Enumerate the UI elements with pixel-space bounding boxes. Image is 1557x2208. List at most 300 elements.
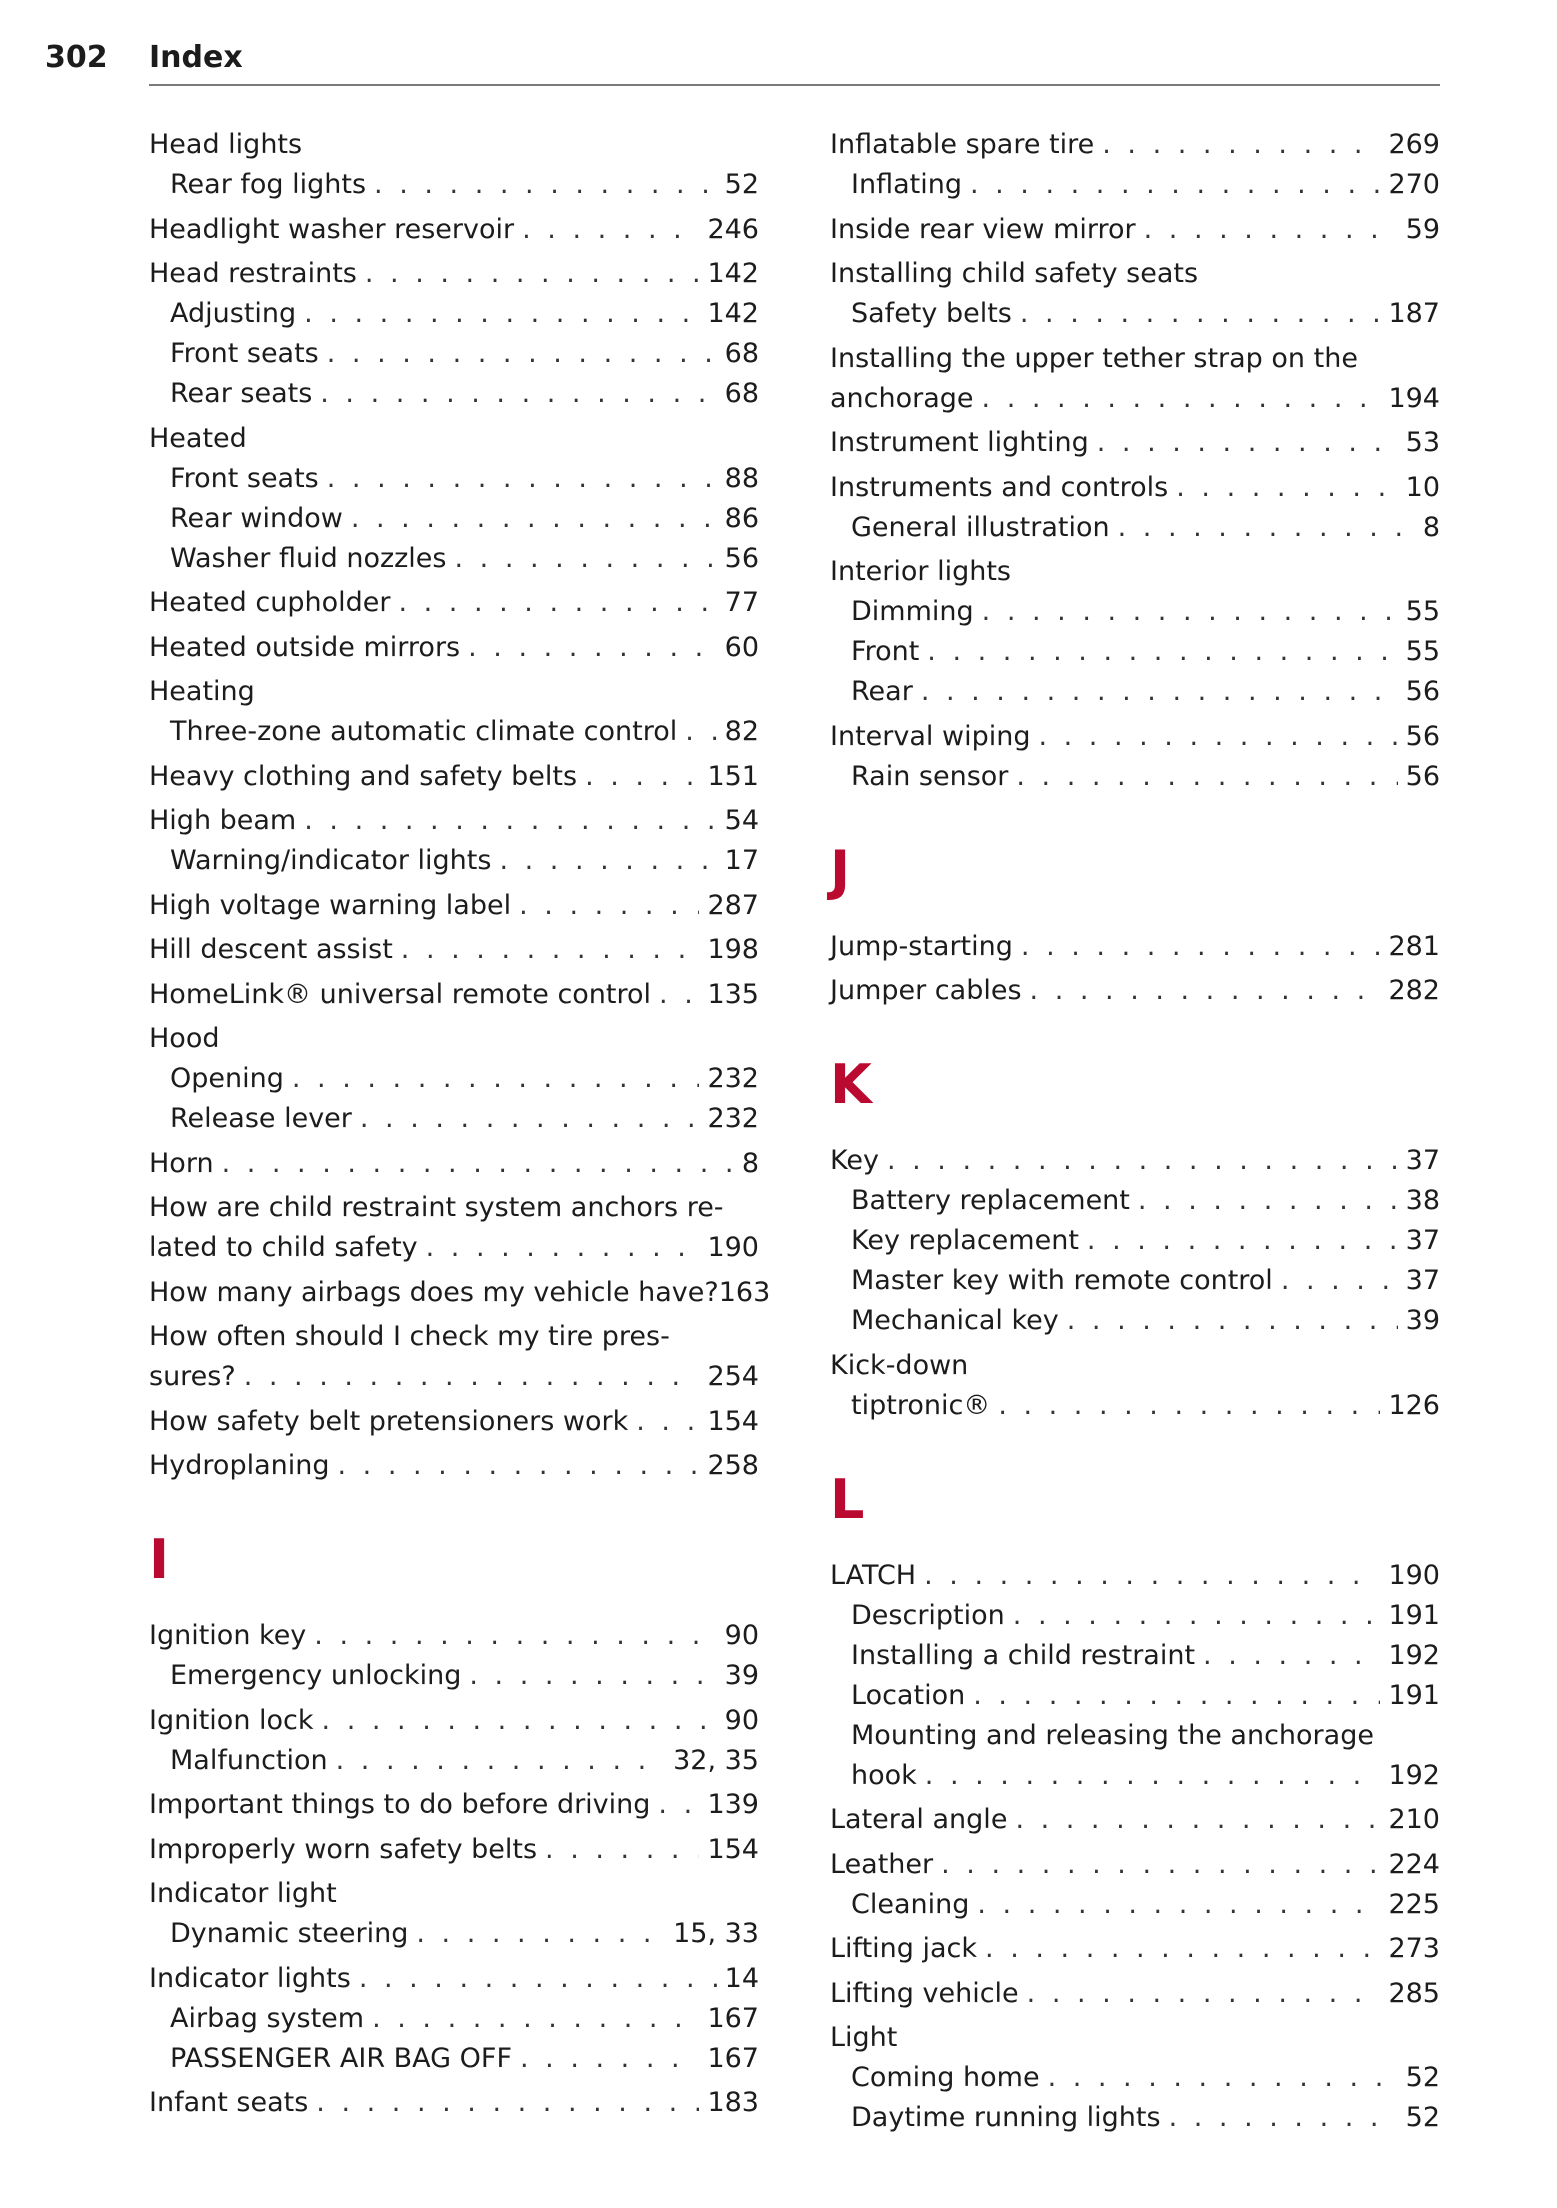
- dot-leader: [545, 1830, 699, 1870]
- index-entry: [149, 930, 759, 970]
- index-term: Indicator lights: [149, 1962, 351, 1994]
- dot-leader: [1020, 294, 1381, 334]
- index-entry: [830, 927, 1440, 967]
- index-page-ref: 90: [724, 1620, 759, 1651]
- index-page-ref: 10: [1405, 471, 1440, 503]
- index-subentry: [830, 508, 1440, 548]
- index-subentry: [149, 841, 759, 881]
- dot-leader: [1021, 927, 1381, 967]
- index-term: Front: [851, 636, 920, 667]
- index-page-ref: 258: [707, 1450, 759, 1481]
- dot-leader: [304, 801, 716, 841]
- index-term: Ignition lock: [149, 1704, 314, 1736]
- index-term: How are child restraint system anchors re-: [149, 1192, 724, 1223]
- index-entry: [149, 757, 759, 797]
- dot-leader: [426, 1228, 700, 1268]
- dot-leader: [522, 210, 699, 250]
- index-page-ref: 232: [707, 1103, 759, 1134]
- dot-leader: [887, 1141, 1398, 1181]
- index-subentry: [830, 1386, 1440, 1426]
- index-subentry: [830, 1301, 1440, 1341]
- index-term: How often should I check my tire pres-: [149, 1321, 670, 1352]
- index-page-ref: 285: [1388, 1977, 1440, 2009]
- index-entry: [830, 552, 1440, 592]
- index-page-ref: 191: [1388, 1679, 1440, 1711]
- index-entry: [149, 672, 759, 712]
- index-entry: [830, 1929, 1440, 1969]
- index-subentry: [830, 672, 1440, 712]
- index-subentry: [149, 294, 759, 334]
- index-page-ref: 8: [741, 1147, 759, 1179]
- index-term: Washer fluid nozzles: [170, 542, 447, 574]
- index-page-ref: 282: [1388, 975, 1440, 1006]
- index-term: Lifting vehicle: [830, 1977, 1019, 2009]
- index-entry: [149, 210, 759, 250]
- index-term: Rear: [851, 676, 913, 707]
- index-term: Installing a child restraint: [851, 1639, 1196, 1671]
- dot-leader: [416, 1914, 665, 1954]
- index-term: Interval wiping: [830, 720, 1031, 752]
- index-term: Heated outside mirrors: [149, 631, 461, 663]
- index-term: Ignition key: [149, 1620, 307, 1651]
- index-entry: [149, 254, 759, 294]
- index-subentry: [830, 2058, 1440, 2098]
- index-page-ref: 198: [707, 934, 759, 965]
- dot-leader: [1118, 508, 1415, 548]
- index-entry: [830, 125, 1440, 165]
- index-term: Cleaning: [851, 1888, 970, 1920]
- index-page-ref: 224: [1388, 1848, 1440, 1880]
- index-term: Heated: [149, 422, 247, 454]
- index-subentry: [149, 1656, 759, 1696]
- dot-leader: [1030, 971, 1381, 1011]
- dot-leader: [977, 1885, 1380, 1925]
- index-term: Rain sensor: [851, 760, 1009, 792]
- index-term: Lateral angle: [830, 1804, 1008, 1835]
- dot-leader: [636, 1402, 699, 1442]
- dot-leader: [685, 712, 716, 752]
- index-page-ref: 37: [1405, 1225, 1440, 1256]
- index-page-ref: 287: [707, 889, 759, 921]
- dot-leader: [921, 672, 1398, 712]
- index-page-ref: 52: [1405, 2102, 1440, 2133]
- index-term: Hydroplaning: [149, 1450, 330, 1481]
- index-page-ref: 190: [707, 1232, 759, 1263]
- index-page-ref: 88: [724, 462, 759, 494]
- index-entry: [149, 1785, 759, 1825]
- index-page-ref: 246: [707, 213, 759, 245]
- index-term: HomeLink® universal remote control: [149, 978, 652, 1010]
- index-term: Inflatable spare tire: [830, 129, 1095, 160]
- dot-leader: [1015, 1800, 1380, 1840]
- dot-leader: [973, 1676, 1380, 1716]
- index-term: Opening: [170, 1063, 284, 1094]
- index-term: tiptronic®: [851, 1389, 991, 1421]
- index-term: Instrument lighting: [830, 427, 1089, 458]
- index-page-ref: 8: [1422, 511, 1440, 543]
- index-subentry: [830, 2098, 1440, 2138]
- index-subentry: [830, 1181, 1440, 1221]
- index-page-ref: 126: [1388, 1389, 1440, 1421]
- index-subentry: [149, 459, 759, 499]
- index-entry: [149, 419, 759, 459]
- index-section-letter: L: [830, 1467, 865, 1531]
- index-entry: [149, 1616, 759, 1656]
- index-page-ref: 142: [707, 258, 759, 289]
- index-page-ref: 15, 33: [673, 1918, 759, 1949]
- dot-leader: [982, 592, 1398, 632]
- index-page-ref: 270: [1388, 169, 1440, 200]
- index-section-letter: J: [830, 838, 851, 902]
- index-entry: [149, 801, 759, 841]
- index-term: Horn: [149, 1147, 214, 1179]
- index-page-ref: 154: [707, 1833, 759, 1865]
- index-page-ref: 59: [1405, 213, 1440, 245]
- dot-leader: [1038, 717, 1397, 757]
- index-subentry: [149, 499, 759, 539]
- index-entry: [149, 1188, 759, 1228]
- index-term: Dimming: [851, 596, 974, 627]
- index-term: Important things to do before driving: [149, 1789, 651, 1820]
- index-subentry: [830, 1885, 1440, 1925]
- index-entry: [149, 2083, 759, 2123]
- index-entry: [830, 254, 1440, 294]
- index-subentry: [830, 294, 1440, 334]
- index-page-ref: 14: [724, 1962, 759, 1994]
- index-term: Rear fog lights: [170, 169, 367, 200]
- index-term: Description: [851, 1599, 1005, 1631]
- index-term: Master key with remote control: [851, 1265, 1273, 1296]
- index-subentry: [830, 1261, 1440, 1301]
- index-entry: [830, 1556, 1440, 1596]
- page-header: [45, 40, 1440, 75]
- index-page-ref: 54: [724, 805, 759, 836]
- index-subentry: [830, 1676, 1440, 1716]
- index-page-ref: 53: [1405, 427, 1440, 458]
- dot-leader: [1169, 2098, 1398, 2138]
- index-term: Kick-down: [830, 1349, 969, 1381]
- dot-leader: [1087, 1221, 1398, 1261]
- dot-leader: [222, 1144, 734, 1184]
- index-entry: [149, 1317, 759, 1357]
- index-term: Infant seats: [149, 2087, 309, 2118]
- dot-leader: [1027, 1974, 1381, 2014]
- index-subentry: [149, 539, 759, 579]
- index-entry-continuation: [830, 1756, 1440, 1796]
- index-page-ref: 38: [1405, 1185, 1440, 1216]
- index-subentry: [149, 1741, 759, 1781]
- dot-leader: [982, 379, 1381, 419]
- dot-leader: [1016, 757, 1397, 797]
- index-page-ref: 135: [707, 978, 759, 1010]
- index-term: Heating: [149, 676, 255, 707]
- index-term: General illustration: [851, 511, 1110, 543]
- index-term: Key replacement: [851, 1225, 1079, 1256]
- index-entry: [149, 1446, 759, 1486]
- dot-leader: [372, 1999, 699, 2039]
- index-entry: [149, 1959, 759, 1999]
- dot-leader: [455, 539, 717, 579]
- index-subentry: [149, 334, 759, 374]
- index-page-ref: 187: [1388, 298, 1440, 329]
- index-page-ref: 192: [1388, 1759, 1440, 1791]
- index-term: hook: [851, 1759, 917, 1791]
- index-entry: [830, 2018, 1440, 2058]
- index-term: Leather: [830, 1848, 934, 1880]
- dot-leader: [401, 930, 700, 970]
- index-subentry: [830, 1716, 1440, 1756]
- index-page-ref: 273: [1388, 1933, 1440, 1964]
- index-entry-continuation: [149, 1228, 759, 1268]
- index-page-ref: 192: [1388, 1639, 1440, 1671]
- index-entry: [149, 583, 759, 623]
- index-entry: [149, 628, 759, 668]
- dot-leader: [1138, 1181, 1398, 1221]
- index-page-ref: 142: [707, 298, 759, 329]
- dot-leader: [1097, 423, 1398, 463]
- index-page-ref: 60: [724, 631, 759, 663]
- dot-leader: [314, 1616, 716, 1656]
- index-term: Heated cupholder: [149, 587, 391, 618]
- dot-leader: [659, 975, 699, 1015]
- page-number: 302: [45, 40, 108, 75]
- index-page-ref: 17: [724, 845, 759, 876]
- dot-leader: [1281, 1261, 1398, 1301]
- index-term: Adjusting: [170, 298, 297, 329]
- index-term: anchorage: [830, 382, 974, 414]
- index-term: Airbag system: [170, 2002, 365, 2034]
- index-term: Rear window: [170, 502, 343, 534]
- index-page-ref: 191: [1388, 1599, 1440, 1631]
- index-term: Safety belts: [851, 298, 1012, 329]
- index-page-ref: 56: [1405, 760, 1440, 792]
- index-page-ref: 167: [707, 2002, 759, 2034]
- dot-leader: [316, 2083, 699, 2123]
- index-page-ref: 56: [724, 542, 759, 574]
- index-page-ref: 56: [1405, 676, 1440, 707]
- index-term: Warning/indicator lights: [170, 845, 492, 876]
- dot-leader: [499, 841, 716, 881]
- index-term: PASSENGER AIR BAG OFF: [170, 2042, 512, 2074]
- index-term: Mounting and releasing the anchorage: [851, 1719, 1374, 1751]
- index-term: Instruments and controls: [830, 471, 1169, 503]
- index-entry: [149, 1874, 759, 1914]
- index-term: Light: [830, 2022, 898, 2053]
- index-entry-continuation: [149, 1357, 759, 1397]
- dot-leader: [998, 1386, 1380, 1426]
- index-page-ref: 32, 35: [673, 1744, 759, 1776]
- dot-leader: [327, 334, 717, 374]
- index-section-letter: K: [830, 1053, 872, 1116]
- index-column-left: [149, 125, 771, 2123]
- dot-leader: [924, 1556, 1380, 1596]
- index-term: Front seats: [170, 462, 319, 494]
- index-subentry: [149, 165, 759, 205]
- index-entry: [149, 125, 759, 165]
- index-term: Headlight washer reservoir: [149, 213, 515, 245]
- index-subentry: [149, 1059, 759, 1099]
- dot-leader: [320, 374, 716, 414]
- index-term: Key: [830, 1145, 879, 1176]
- dot-leader: [338, 1446, 700, 1486]
- dot-leader: [336, 1741, 665, 1781]
- index-page-ref: 82: [724, 716, 759, 747]
- index-term: Coming home: [851, 2062, 1040, 2093]
- index-subentry: [149, 1914, 759, 1954]
- index-subentry: [149, 712, 759, 752]
- index-term: Emergency unlocking: [170, 1660, 462, 1691]
- index-term: High beam: [149, 805, 297, 836]
- dot-leader: [1048, 2058, 1398, 2098]
- index-entry: [149, 1830, 759, 1870]
- index-page-ref: 183: [707, 2087, 759, 2118]
- dot-leader: [469, 1656, 716, 1696]
- index-subentry: [830, 165, 1440, 205]
- index-page-ref: 77: [724, 587, 759, 618]
- dot-leader: [292, 1059, 700, 1099]
- index-page-ref: 52: [724, 169, 759, 200]
- dot-leader: [519, 886, 699, 926]
- dot-leader: [658, 1785, 699, 1825]
- index-page-ref: 55: [1405, 636, 1440, 667]
- index-entry: [149, 1144, 759, 1184]
- index-term: Inside rear view mirror: [830, 213, 1136, 245]
- index-page-ref: 37: [1405, 1145, 1440, 1176]
- index-term: Installing the upper tether strap on the: [830, 342, 1358, 374]
- index-term: Lifting jack: [830, 1933, 978, 1964]
- index-subentry: [830, 757, 1440, 797]
- index-page-ref: 210: [1388, 1804, 1440, 1835]
- index-entry: [830, 1845, 1440, 1885]
- index-page-ref: 281: [1388, 930, 1440, 962]
- index-page-ref: 190: [1388, 1559, 1440, 1591]
- dot-leader: [244, 1357, 700, 1397]
- dot-leader: [468, 628, 717, 668]
- index-term: Battery replacement: [851, 1185, 1130, 1216]
- dot-leader: [351, 499, 717, 539]
- index-page-ref: 68: [724, 378, 759, 409]
- index-subentry: [149, 1099, 759, 1139]
- dot-leader: [1203, 1636, 1380, 1676]
- index-term: How many airbags does my vehicle have?: [149, 1276, 719, 1308]
- index-subentry: [830, 632, 1440, 672]
- index-entry-continuation: [830, 379, 1440, 419]
- dot-leader: [970, 165, 1380, 205]
- index-page-ref: 151: [707, 760, 759, 792]
- index-entry: [149, 975, 759, 1015]
- index-page-ref: 39: [724, 1660, 759, 1691]
- index-page-ref: 163: [718, 1276, 771, 1308]
- index-page-ref: 39: [1405, 1305, 1440, 1336]
- index-term: Hood: [149, 1023, 220, 1054]
- index-entry: [149, 1273, 771, 1313]
- index-term: Indicator light: [149, 1878, 337, 1909]
- dot-leader: [927, 632, 1397, 672]
- dot-leader: [360, 1099, 700, 1139]
- index-page-ref: 52: [1405, 2062, 1440, 2093]
- index-subentry: [830, 1596, 1440, 1636]
- index-entry: [830, 210, 1440, 250]
- index-term: How safety belt pretensioners work: [149, 1405, 629, 1437]
- index-entry: [149, 1701, 759, 1741]
- index-entry: [149, 886, 759, 926]
- index-page-ref: 68: [724, 338, 759, 369]
- index-entry: [830, 468, 1440, 508]
- index-term: Installing child safety seats: [830, 258, 1199, 289]
- index-entry: [149, 1402, 759, 1442]
- index-term: Head restraints: [149, 258, 357, 289]
- dot-leader: [398, 583, 716, 623]
- index-page-ref: 55: [1405, 596, 1440, 627]
- index-term: Interior lights: [830, 556, 1011, 587]
- index-term: Head lights: [149, 129, 303, 160]
- index-subentry: [830, 1221, 1440, 1261]
- index-subentry: [149, 1999, 759, 2039]
- index-term: Malfunction: [170, 1744, 328, 1776]
- index-term: High voltage warning label: [149, 889, 512, 921]
- index-page-ref: 86: [724, 502, 759, 534]
- index-term: Jumper cables: [830, 975, 1022, 1006]
- dot-leader: [327, 459, 717, 499]
- index-page-ref: 154: [707, 1405, 759, 1437]
- dot-leader: [1176, 468, 1397, 508]
- index-entry: [830, 1974, 1440, 2014]
- index-term: Mechanical key: [851, 1305, 1059, 1336]
- dot-leader: [374, 165, 717, 205]
- index-page-ref: 194: [1388, 382, 1440, 414]
- dot-leader: [520, 2039, 699, 2079]
- dot-leader: [304, 294, 699, 334]
- index-term: Jump-starting: [830, 930, 1013, 962]
- dot-leader: [1067, 1301, 1398, 1341]
- index-subentry: [149, 2039, 759, 2079]
- index-entry: [830, 423, 1440, 463]
- index-term: Front seats: [170, 338, 319, 369]
- index-entry: [830, 971, 1440, 1011]
- index-term: lated to child safety: [149, 1232, 418, 1263]
- index-entry: [830, 1800, 1440, 1840]
- index-page-ref: 225: [1388, 1888, 1440, 1920]
- index-term: Inflating: [851, 169, 962, 200]
- index-entry: [830, 717, 1440, 757]
- index-page-ref: 37: [1405, 1265, 1440, 1296]
- dot-leader: [365, 254, 700, 294]
- index-term: Heavy clothing and safety belts: [149, 760, 578, 792]
- index-subentry: [830, 1636, 1440, 1676]
- index-term: Rear seats: [170, 378, 313, 409]
- dot-leader: [941, 1845, 1380, 1885]
- index-section-letter: I: [149, 1528, 170, 1591]
- index-page-ref: 139: [707, 1789, 759, 1820]
- index-column-right: [830, 125, 1440, 2138]
- index-term: Dynamic steering: [170, 1918, 409, 1949]
- dot-leader: [985, 1929, 1380, 1969]
- index-entry: [830, 1141, 1440, 1181]
- dot-leader: [1102, 125, 1380, 165]
- index-subentry: [830, 592, 1440, 632]
- index-page-ref: 254: [707, 1361, 759, 1392]
- dot-leader: [359, 1959, 717, 1999]
- index-entry: [149, 1019, 759, 1059]
- index-page-ref: 269: [1388, 129, 1440, 160]
- index-term: sures?: [149, 1361, 236, 1392]
- index-entry: [830, 1346, 1440, 1386]
- dot-leader: [1144, 210, 1398, 250]
- index-term: Release lever: [170, 1103, 352, 1134]
- dot-leader: [585, 757, 699, 797]
- dot-leader: [925, 1756, 1381, 1796]
- index-term: Improperly worn safety belts: [149, 1833, 538, 1865]
